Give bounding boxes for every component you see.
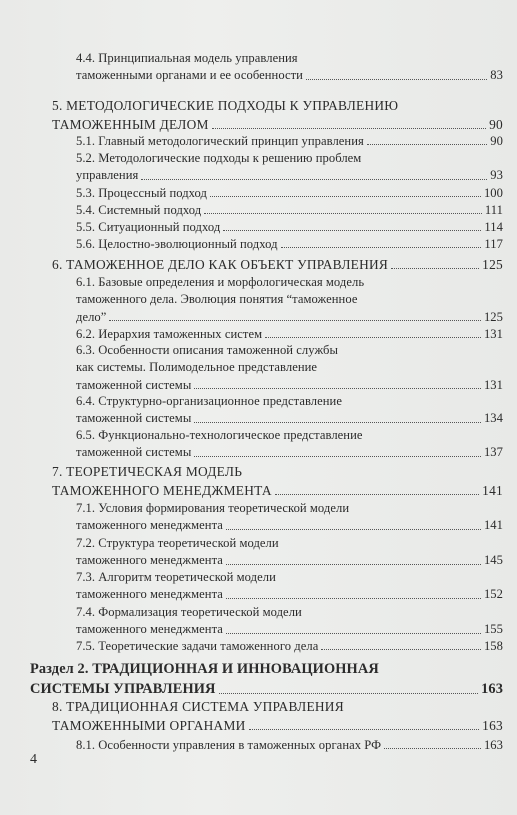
toc-entry[interactable] [76,342,503,394]
toc-entry[interactable] [30,660,503,699]
toc-entry-title-line: 7. ТЕОРЕТИЧЕСКАЯ МОДЕЛЬ [52,464,243,479]
toc-page-number: 117 [484,237,503,251]
toc-page-number: 131 [483,377,503,392]
dot-leader [212,128,486,129]
toc-entry[interactable] [76,604,503,639]
toc-entry-title-line: 6.5. Функционально-технологическое представление [76,428,363,442]
page-number: 4 [30,752,37,767]
toc-entry-title-line: 8.1. Особенности управления в таможенных органах РФ [76,738,382,752]
toc-entry[interactable] [76,500,503,535]
dot-leader [141,179,487,180]
toc-entry[interactable] [52,697,503,735]
toc-entry[interactable] [52,462,503,500]
toc-entry-title-line: 5.3. Процессный подход [76,186,207,200]
toc-entry-title-line: 5.2. Методологические подходы к решению проблем [76,151,362,165]
dot-leader [194,422,481,423]
toc-entry[interactable] [76,150,503,185]
toc-page-number: 137 [483,445,503,460]
toc-page-number: 141 [482,483,503,498]
toc-entry-title-line: ТАМОЖЕННОГО МЕНЕДЖМЕНТА [52,483,272,498]
toc-page-number: 158 [483,639,503,653]
toc-entry[interactable] [76,133,503,150]
toc-page-number: 131 [483,327,503,341]
toc-entry[interactable] [76,202,503,219]
toc-entry-title-line: 5. МЕТОДОЛОГИЧЕСКИЕ ПОДХОДЫ К УПРАВЛЕНИЮ [52,98,399,113]
toc-entry-title-line: управления [76,168,139,183]
toc-entry-title-line: СИСТЕМЫ УПРАВЛЕНИЯ [30,680,216,697]
dot-leader [321,649,481,650]
dot-leader [306,79,487,80]
toc-entry-title-line: 7.4. Формализация теоретической модели [76,605,302,619]
toc-entry-title-line: 5.1. Главный методологический принцип управления [76,134,364,148]
toc-entry[interactable] [76,185,503,202]
toc-page-number: 93 [490,168,503,183]
toc-entry[interactable] [76,535,503,570]
toc-page-number: 100 [483,186,503,200]
dot-leader [226,564,481,565]
dot-leader [204,213,482,214]
toc-page-number: 90 [489,117,503,132]
toc-page-number: 134 [483,411,503,426]
toc-entry-title-line: 7.2. Структура теоретической модели [76,536,279,550]
dot-leader [281,247,482,248]
toc-entry-title-line: 6.3. Особенности описания таможенной службы [76,343,338,357]
dot-leader [384,748,481,749]
dot-leader [210,196,481,197]
toc-entry-title-line: 5.4. Системный подход [76,203,202,217]
toc-entry[interactable] [76,219,503,236]
dot-leader [226,633,481,634]
toc-entry[interactable] [52,96,503,134]
toc-entry-title-line: 7.1. Условия формирования теоретической модели [76,501,350,515]
toc-entry[interactable] [76,326,503,343]
toc-entry-title-line: дело” [76,309,107,324]
dot-leader [391,268,479,269]
dot-leader [219,693,479,694]
toc-entry-title-line: Раздел 2. ТРАДИЦИОННАЯ И ИННОВАЦИОННАЯ [30,661,379,677]
toc-page-number: 141 [483,518,503,533]
toc-page-number: 125 [483,309,503,324]
toc-page-number: 163 [481,680,503,697]
dot-leader [194,388,481,389]
toc-page-number: 90 [490,134,503,148]
toc-page-number: 114 [484,220,503,234]
toc-entry-title-line: 6.1. Базовые определения и морфологическая модель [76,275,365,289]
toc-entry-title-line: таможенного дела. Эволюция понятия “таможенное [76,292,358,307]
dot-leader [249,729,480,730]
dot-leader [275,494,479,495]
toc-entry-title-line: 7.5. Теоретические задачи таможенного дела [76,639,319,653]
toc-entry-title-line: таможенного менеджмента [76,518,223,533]
toc-page-number: 163 [482,718,503,733]
toc-page-number: 125 [482,257,503,272]
toc-entry-title-line: таможенного менеджмента [76,587,223,602]
toc-entry[interactable] [76,638,503,655]
toc-entry-title-line: таможенными органами и ее особенности [76,68,303,83]
dot-leader [194,456,481,457]
toc-entry-title-line: 6.2. Иерархия таможенных систем [76,327,263,341]
toc-entry-title-line: ТАМОЖЕННЫМ ДЕЛОМ [52,117,209,132]
toc-entry-title-line: таможенной системы [76,445,192,460]
toc-page-number: 111 [484,203,503,217]
toc-entry[interactable] [76,737,503,754]
toc-entry-title-line: таможенного менеджмента [76,622,223,637]
toc-entry[interactable] [76,50,503,85]
toc-entry[interactable] [76,393,503,428]
toc-entry-title-line: таможенной системы [76,411,192,426]
toc-entry-title-line: как системы. Полимодельное представление [76,360,318,375]
dot-leader [226,598,481,599]
toc-entry-title-line: 5.6. Целостно-эволюционный подход [76,237,278,251]
toc-entry-title-line: 4.4. Принципиальная модель управления [76,51,298,65]
toc-entry[interactable] [76,236,503,253]
toc-page-number: 163 [483,738,503,752]
toc-entry[interactable] [52,255,503,274]
toc-entry-title-line: таможенного менеджмента [76,553,223,568]
toc-entry-title-line: таможенной системы [76,377,192,392]
toc-entry-title-line: 8. ТРАДИЦИОННАЯ СИСТЕМА УПРАВЛЕНИЯ [52,699,344,714]
dot-leader [265,337,481,338]
toc-entry[interactable] [76,569,503,604]
toc-entry-title-line: ТАМОЖЕННЫМИ ОРГАНАМИ [52,718,246,733]
toc-entry-title-line: 6. ТАМОЖЕННОЕ ДЕЛО КАК ОБЪЕКТ УПРАВЛЕНИЯ [52,257,389,272]
toc-page-number: 83 [490,68,503,83]
toc-entry[interactable] [76,427,503,462]
dot-leader [367,144,487,145]
toc-entry-title-line: 5.5. Ситуационный подход [76,220,221,234]
toc-page-number: 145 [483,553,503,568]
toc-page-number: 152 [483,587,503,602]
toc-entry-title-line: 6.4. Структурно-организационное представление [76,394,342,408]
dot-leader [223,230,481,231]
toc-entry-title-line: 7.3. Алгоритм теоретической модели [76,570,276,584]
toc-entry[interactable] [76,274,503,326]
dot-leader [109,320,481,321]
toc-page-number: 155 [483,622,503,637]
dot-leader [226,529,481,530]
